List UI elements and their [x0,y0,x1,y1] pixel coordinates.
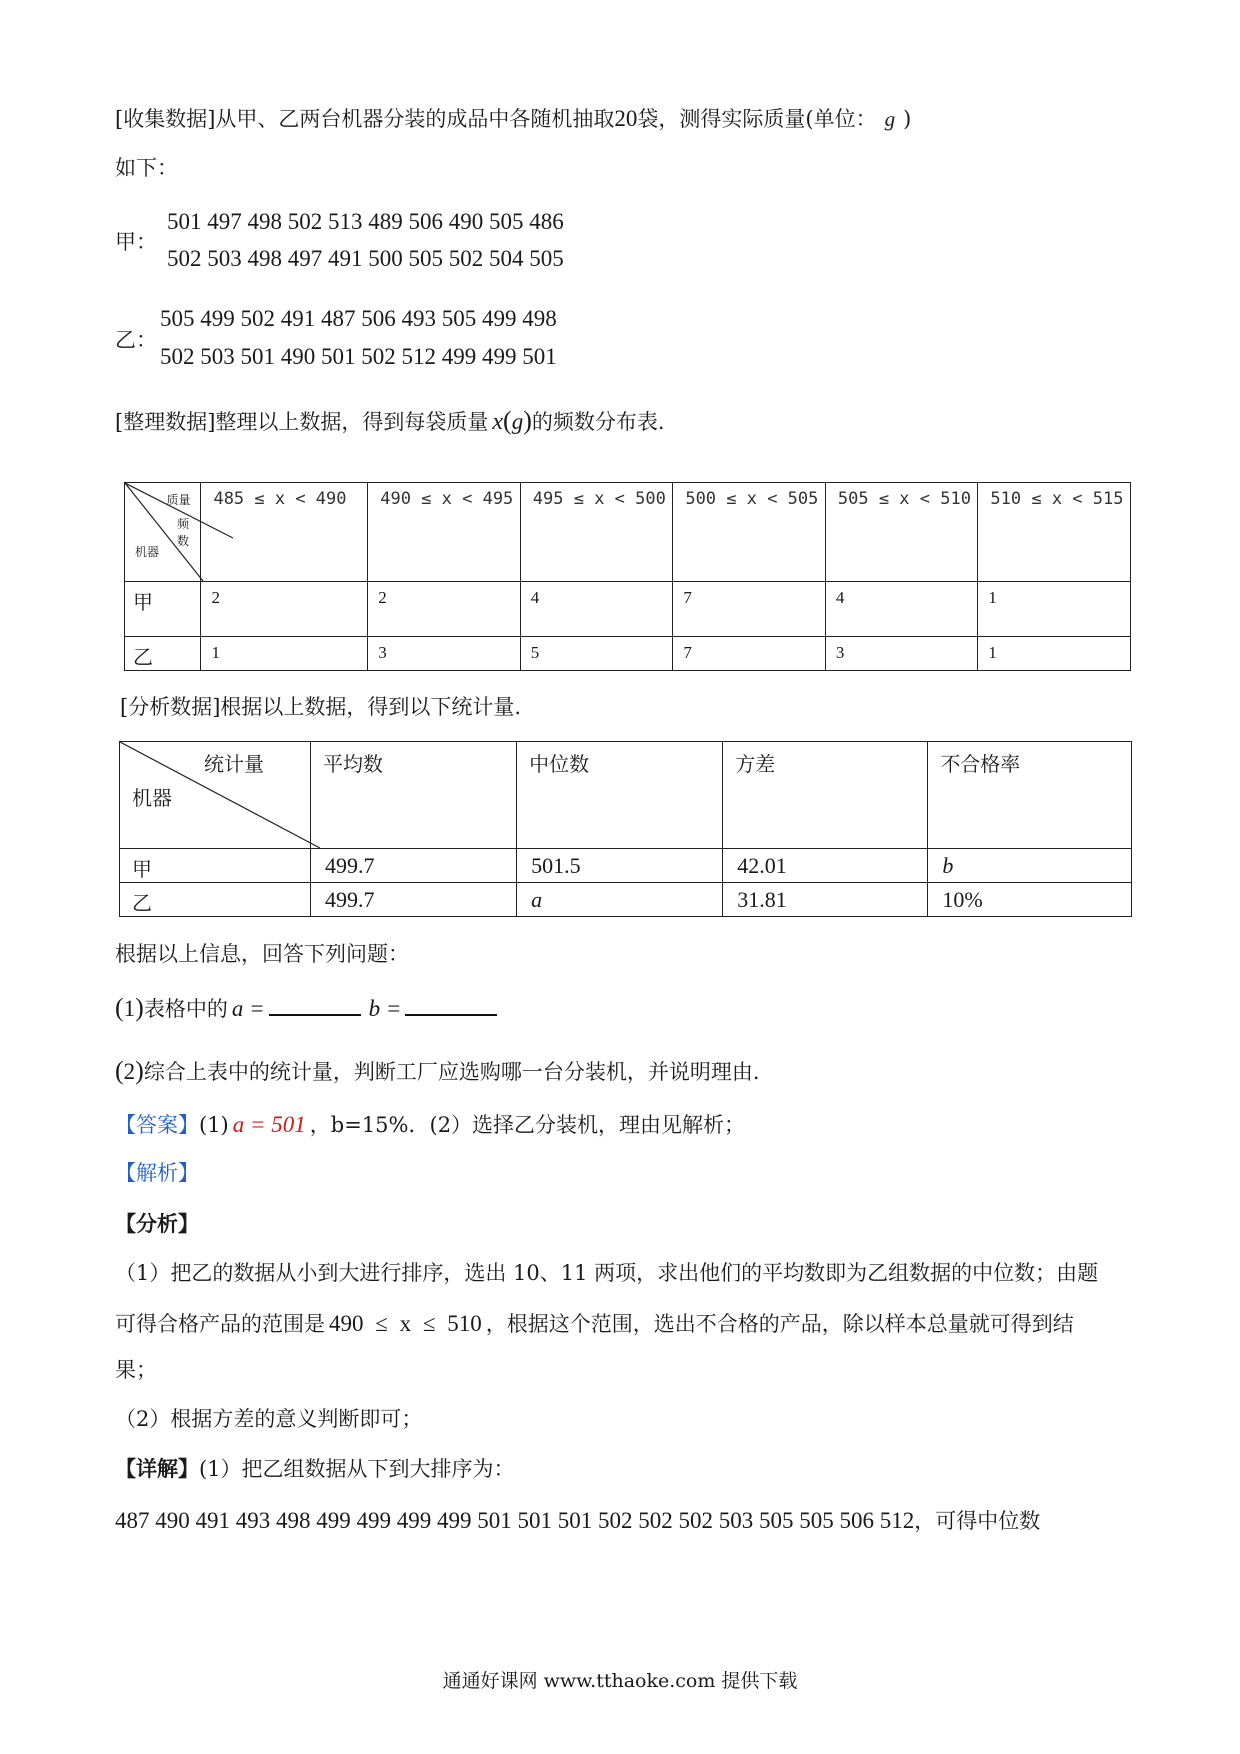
fenxi-line-4: （2）根据方差的意义判断即可； [115,1407,423,1431]
corner-frequency: 频数 [177,517,190,548]
jia-label: 甲： [115,230,157,254]
as-follows-line: 如下： [115,156,178,180]
collect-text-mid: 袋，测得实际质量(单位： [637,107,877,131]
range-prefix: 可得合格产品的范围是 [115,1312,325,1336]
stat-cell: 42.01 [723,849,928,883]
sorted-data-line [115,1509,1040,1532]
table-row [125,582,1131,637]
range-suffix: ，根据这个范围，选出不合格的产品，除以样本总量就可得到结 [485,1312,1074,1336]
freq-cell: 7 [673,637,826,671]
jia-row-2: 502 503 498 497 491 500 505 502 504 505 [167,246,564,271]
stat-cell: 31.81 [723,883,928,917]
fenxi-line-2 [115,1312,1074,1335]
collect-text: [收集数据]从甲、乙两台机器分装的成品中各随机抽取 [115,107,615,131]
question-2: (2)综合上表中的统计量，判断工厂应选购哪一台分装机，并说明理由. [115,1056,760,1085]
collect-data-line [115,107,911,130]
detail-tag: 【详解】 [115,1456,199,1481]
yi-row-1: 505 499 502 491 487 506 493 505 499 498 [160,306,557,331]
freq-cell: 1 [978,582,1131,637]
stats-corner-cell [120,742,311,849]
freq-cell: 3 [825,637,978,671]
unit-g: g [884,107,896,131]
freq-cell: 4 [825,582,978,637]
organize-suffix: 的频数分布表. [531,410,665,434]
range-header: 500 ≤ x < 505 [673,483,826,582]
table-row [120,883,1132,917]
q1-text: 表格中的 [143,997,228,1021]
header-variance: 方差 [723,742,928,849]
answer-rest: ，b=15%．(2）选择乙分装机，理由见解析； [309,1113,746,1137]
machine-cell: 甲 [120,849,311,883]
analyze-data-line: [分析数据]根据以上数据，得到以下统计量. [120,695,522,719]
machine-cell: 甲 [125,582,201,637]
questions-lead: 根据以上信息，回答下列问题： [115,942,409,966]
qualified-range: 490 ≤ x ≤ 510 [329,1311,482,1336]
statistics-table [119,741,1132,917]
stat-cell: 499.7 [311,849,517,883]
q1-number: 1 [123,996,136,1021]
q1-b: b = [368,996,402,1021]
corner-statistic: 统计量 [204,752,265,776]
range-header: 495 ≤ x < 500 [520,483,673,582]
var-x: x [492,409,504,435]
range-header: 490 ≤ x < 495 [368,483,521,582]
stat-cell: 501.5 [517,849,723,883]
range-header: 485 ≤ x < 490 [201,483,368,582]
freq-cell: 2 [201,582,368,637]
answer-tag: 【答案】 [115,1113,199,1137]
corner-machine: 机器 [135,545,160,559]
table-row [120,849,1132,883]
answer-blank [269,994,361,1016]
yi-row-2: 502 503 501 490 501 502 512 499 499 501 [160,344,557,369]
detail-line [115,1458,515,1480]
q1-a: a = [231,996,265,1021]
answer-line [115,1113,745,1136]
corner-quality: 质量 [166,493,191,507]
q2-text: 综合上表中的统计量，判断工厂应选购哪一台分装机，并说明理由. [143,1060,760,1084]
answer-blank [405,994,497,1016]
detail-text: (1）把乙组数据从下到大排序为： [199,1457,515,1481]
stat-cell: b [928,849,1132,883]
footer-text: 通通好课网 www.tthaoke.com 提供下载 [442,1670,798,1692]
freq-cell: 7 [673,582,826,637]
table-row [125,637,1131,671]
yi-label: 乙： [115,328,157,352]
organize-text: [整理数据]整理以上数据，得到每袋质量 [115,410,489,434]
answer-a: a = 501 [232,1112,306,1137]
fenxi-line-3: 果； [115,1358,157,1382]
stat-cell: a [517,883,723,917]
jiexi-tag: 【解析】 [115,1161,199,1185]
organize-data-line: [整理数据]整理以上数据，得到每袋质量 x(g)的频数分布表. [115,406,665,435]
range-header: 505 ≤ x < 510 [825,483,978,582]
sorted-values: 487 490 491 493 498 499 499 499 499 501 501 501 502 502 502 503 505 505 506 512 [115,1508,915,1533]
corner-machine: 机器 [132,786,172,810]
median-tail: ，可得中位数 [914,1509,1041,1533]
jia-row-1: 501 497 498 502 513 489 506 490 505 486 [167,209,564,234]
header-mean: 平均数 [311,742,517,849]
freq-cell: 5 [520,637,673,671]
frequency-table [124,482,1131,671]
range-header: 510 ≤ x < 515 [978,483,1131,582]
freq-cell: 4 [520,582,673,637]
q2-number: 2 [123,1059,136,1084]
freq-cell: 1 [978,637,1131,671]
fenxi-tag: 【分析】 [115,1211,199,1236]
header-defect-rate: 不合格率 [928,742,1132,849]
unit-g: g [511,409,524,434]
answer-part-1: (1) [199,1113,229,1137]
fenxi-line-1: （1）把乙的数据从小到大进行排序，选出 10、11 两项，求出他们的平均数即为乙组数据的中位数；由题 [115,1261,1099,1285]
stat-cell: 499.7 [311,883,517,917]
header-median: 中位数 [517,742,723,849]
paren-close: ) [903,107,912,131]
machine-cell: 乙 [125,637,201,671]
machine-cell: 乙 [120,883,311,917]
freq-cell: 3 [368,637,521,671]
freq-corner-cell [125,483,201,582]
freq-cell: 2 [368,582,521,637]
question-1: (1)表格中的 a = b = [115,994,501,1021]
sample-count: 20 [614,106,638,131]
freq-cell: 1 [201,637,368,671]
stat-cell: 10% [928,883,1132,917]
